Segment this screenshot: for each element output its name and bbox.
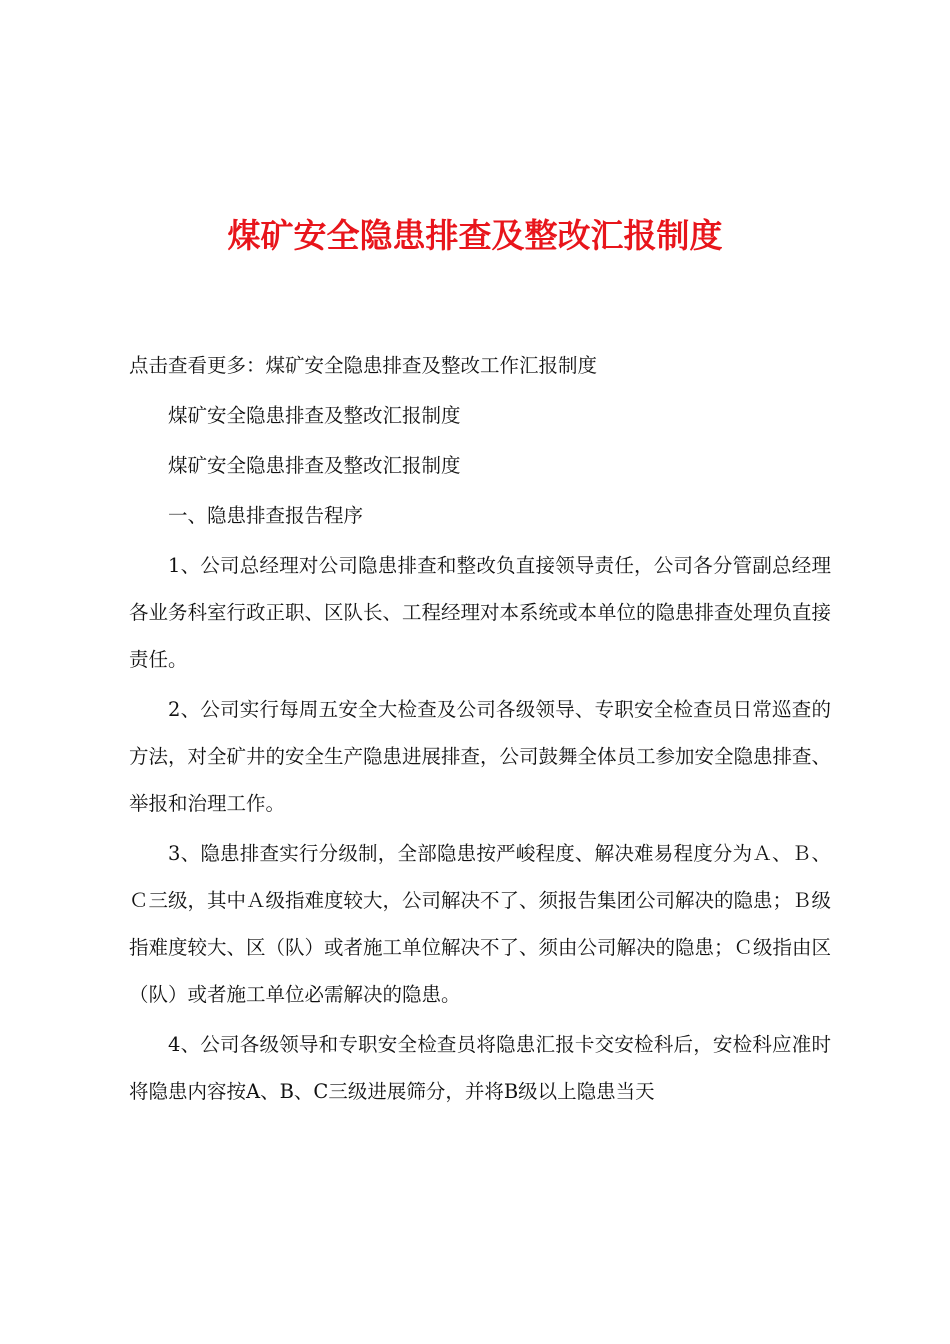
section-heading: 一、隐患排查报告程序 xyxy=(168,504,364,527)
subtitle-paragraph: 煤矿安全隐患排查及整改汇报制度 xyxy=(168,454,461,477)
body-paragraph: 3、隐患排查实行分级制，全部隐患按严峻程度、解决难易程度分为Ａ、Ｂ、Ｃ三级，其中Ａ级指难度较大，公司解决不了、须报告集团公司解决的隐患；Ｂ级指难度较大、区（队）或者施工单位解决不了、须由公司解决的隐患；Ｃ级指由区（队）或者施工单位必需解决的隐患。 xyxy=(129,842,832,1006)
subtitle-paragraph: 煤矿安全隐患排查及整改汇报制度 xyxy=(168,404,461,427)
body-paragraph: 4、公司各级领导和专职安全检查员将隐患汇报卡交安检科后，安检科应准时将隐患内容按A、B、C三级进展筛分，并将B级以上隐患当天 xyxy=(129,1033,831,1103)
body-paragraph: 1、公司总经理对公司隐患排查和整改负直接领导责任，公司各分管副总经理各业务科室行政正职、区队长、工程经理对本系统或本单位的隐患排查处理负直接责任。 xyxy=(129,554,832,671)
body-paragraph: 2、公司实行每周五安全大检查及公司各级领导、专职安全检查员日常巡查的方法，对全矿井的安全生产隐患进展排查，公司鼓舞全体员工参加安全隐患排查、举报和治理工作。 xyxy=(129,698,832,815)
more-link-paragraph: 点击查看更多：煤矿安全隐患排查及整改工作汇报制度 xyxy=(129,354,598,377)
document-title: 煤矿安全隐患排查及整改汇报制度 xyxy=(227,216,723,255)
document-body xyxy=(129,342,831,1115)
